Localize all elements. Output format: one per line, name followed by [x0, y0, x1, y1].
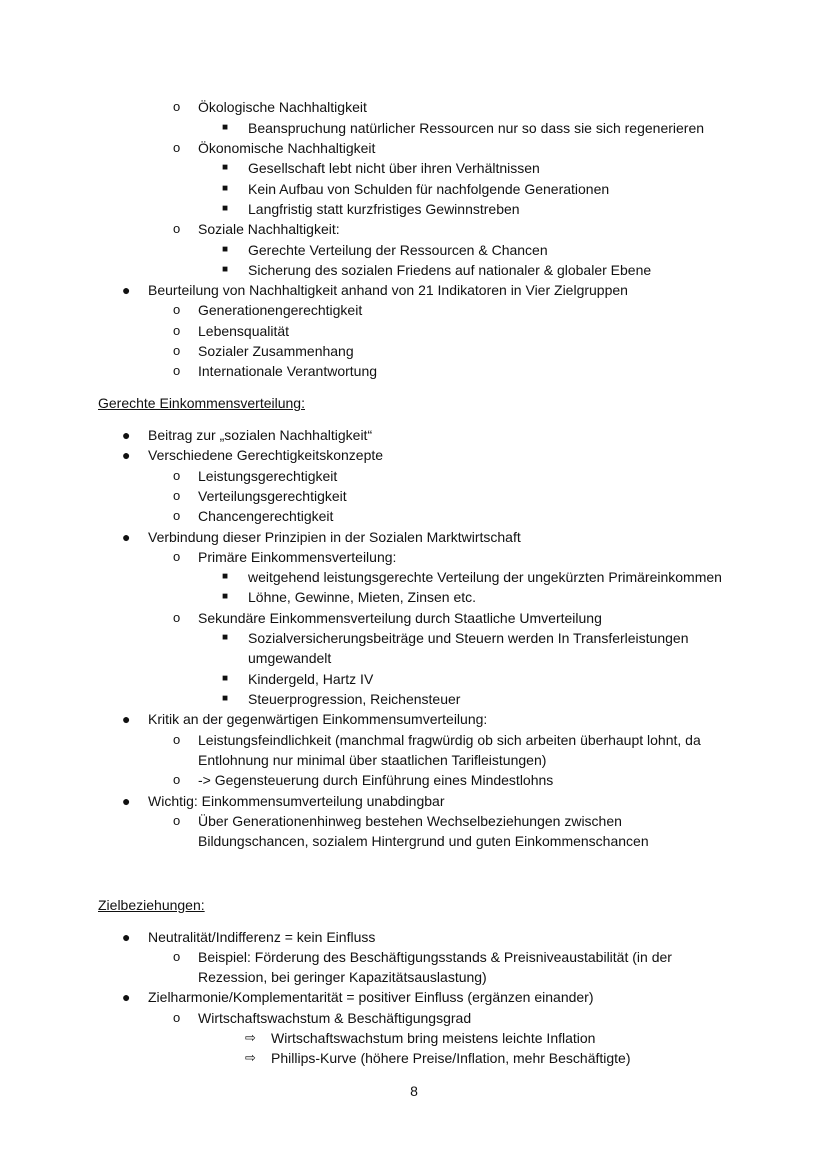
square-bullet-icon: ■ — [222, 203, 229, 214]
circle-bullet-icon: o — [173, 343, 181, 358]
square-bullet-icon: ■ — [222, 264, 229, 275]
list-item: Beurteilung von Nachhaltigkeit anhand von 21 Indikatoren in Vier Zielgruppen — [148, 282, 628, 298]
square-bullet-icon: ■ — [222, 122, 229, 133]
disc-bullet-icon: ● — [122, 711, 131, 727]
list-item: Sozialversicherungsbeiträge und Steuern werden In Transferleistungen — [248, 630, 689, 646]
list-item: Chancengerechtigkeit — [198, 508, 334, 524]
disc-bullet-icon: ● — [122, 447, 131, 463]
list-item: weitgehend leistungsgerechte Verteilung der ungekürzten Primäreinkommen — [248, 569, 722, 585]
disc-bullet-icon: ● — [122, 929, 131, 945]
list-item: Langfristig statt kurzfristiges Gewinnstreben — [248, 201, 520, 217]
list-item: Sicherung des sozialen Friedens auf nationaler & globaler Ebene — [248, 262, 652, 278]
square-bullet-icon: ■ — [222, 673, 229, 684]
list-item: Kritik an der gegenwärtigen Einkommensumverteilung: — [148, 711, 488, 727]
square-bullet-icon: ■ — [222, 183, 229, 194]
section-heading: Zielbeziehungen: — [98, 897, 205, 913]
list-item: Zielharmonie/Komplementarität = positiver Einfluss (ergänzen einander) — [148, 989, 594, 1005]
disc-bullet-icon: ● — [122, 282, 131, 298]
list-item: Wichtig: Einkommensumverteilung unabdingbar — [148, 793, 445, 809]
page-number: 8 — [410, 1083, 418, 1099]
circle-bullet-icon: o — [173, 488, 181, 503]
square-bullet-icon: ■ — [222, 571, 229, 582]
list-item: Wirtschaftswachstum bring meistens leichte Inflation — [271, 1030, 596, 1046]
circle-bullet-icon: o — [173, 99, 181, 114]
arrow-bullet-icon: ⇨ — [245, 1030, 256, 1045]
circle-bullet-icon: o — [173, 813, 181, 828]
square-bullet-icon: ■ — [222, 632, 229, 643]
list-item: Kindergeld, Hartz IV — [248, 671, 374, 687]
disc-bullet-icon: ● — [122, 989, 131, 1005]
square-bullet-icon: ■ — [222, 591, 229, 602]
square-bullet-icon: ■ — [222, 244, 229, 255]
list-item: Gerechte Verteilung der Ressourcen & Chancen — [248, 242, 548, 258]
circle-bullet-icon: o — [173, 1010, 181, 1025]
list-item: Verteilungsgerechtigkeit — [198, 488, 347, 504]
circle-bullet-icon: o — [173, 549, 181, 564]
list-item: Sozialer Zusammenhang — [198, 343, 354, 359]
circle-bullet-icon: o — [173, 468, 181, 483]
circle-bullet-icon: o — [173, 221, 181, 236]
list-item-continuation: Bildungschancen, sozialem Hintergrund und guten Einkommenschancen — [198, 833, 649, 849]
arrow-bullet-icon: ⇨ — [245, 1050, 256, 1065]
square-bullet-icon: ■ — [222, 162, 229, 173]
section-heading: Gerechte Einkommensverteilung: — [98, 395, 305, 411]
circle-bullet-icon: o — [173, 772, 181, 787]
list-item: Lebensqualität — [198, 323, 290, 339]
circle-bullet-icon: o — [173, 610, 181, 625]
list-item: Verbindung dieser Prinzipien in der Sozialen Marktwirtschaft — [148, 529, 521, 545]
list-item: Verschiedene Gerechtigkeitskonzepte — [148, 447, 384, 463]
list-item: Neutralität/Indifferenz = kein Einfluss — [148, 929, 376, 945]
circle-bullet-icon: o — [173, 949, 181, 964]
list-item: Leistungsfeindlichkeit (manchmal fragwürdig ob sich arbeiten überhaupt lohnt, da — [198, 732, 701, 748]
list-item: Generationengerechtigkeit — [198, 302, 363, 318]
list-item: Löhne, Gewinne, Mieten, Zinsen etc. — [248, 589, 477, 605]
list-item: Ökonomische Nachhaltigkeit — [198, 140, 376, 156]
disc-bullet-icon: ● — [122, 427, 131, 443]
circle-bullet-icon: o — [173, 732, 181, 747]
circle-bullet-icon: o — [173, 508, 181, 523]
circle-bullet-icon: o — [173, 363, 181, 378]
list-item-continuation: Rezession, bei geringer Kapazitätsauslastung) — [198, 969, 487, 985]
disc-bullet-icon: ● — [122, 793, 131, 809]
list-item-continuation: Entlohnung nur minimal über staatlichen Tarifleistungen) — [198, 752, 547, 768]
list-item: Beanspruchung natürlicher Ressourcen nur so dass sie sich regenerieren — [248, 120, 705, 136]
list-item: Primäre Einkommensverteilung: — [198, 549, 397, 565]
list-item: Wirtschaftswachstum & Beschäftigungsgrad — [198, 1010, 472, 1026]
list-item: Gesellschaft lebt nicht über ihren Verhältnissen — [248, 160, 540, 176]
list-item: Kein Aufbau von Schulden für nachfolgende Generationen — [248, 181, 610, 197]
square-bullet-icon: ■ — [222, 693, 229, 704]
list-item: Sekundäre Einkommensverteilung durch Staatliche Umverteilung — [198, 610, 602, 626]
circle-bullet-icon: o — [173, 302, 181, 317]
list-item: Phillips-Kurve (höhere Preise/Inflation, mehr Beschäftigte) — [271, 1050, 631, 1066]
disc-bullet-icon: ● — [122, 529, 131, 545]
list-item: Soziale Nachhaltigkeit: — [198, 221, 340, 237]
list-item: Leistungsgerechtigkeit — [198, 468, 338, 484]
list-item-continuation: umgewandelt — [248, 650, 332, 666]
list-item: Steuerprogression, Reichensteuer — [248, 691, 461, 707]
list-item: Über Generationenhinweg bestehen Wechselbeziehungen zwischen — [198, 813, 622, 829]
list-item: Beispiel: Förderung des Beschäftigungsstands & Preisniveaustabilität (in der — [198, 949, 672, 965]
list-item: Internationale Verantwortung — [198, 363, 378, 379]
list-item: Ökologische Nachhaltigkeit — [198, 99, 367, 115]
list-item: -> Gegensteuerung durch Einführung eines Mindestlohns — [198, 772, 554, 788]
list-item: Beitrag zur „sozialen Nachhaltigkeit“ — [148, 427, 373, 443]
circle-bullet-icon: o — [173, 140, 181, 155]
circle-bullet-icon: o — [173, 323, 181, 338]
